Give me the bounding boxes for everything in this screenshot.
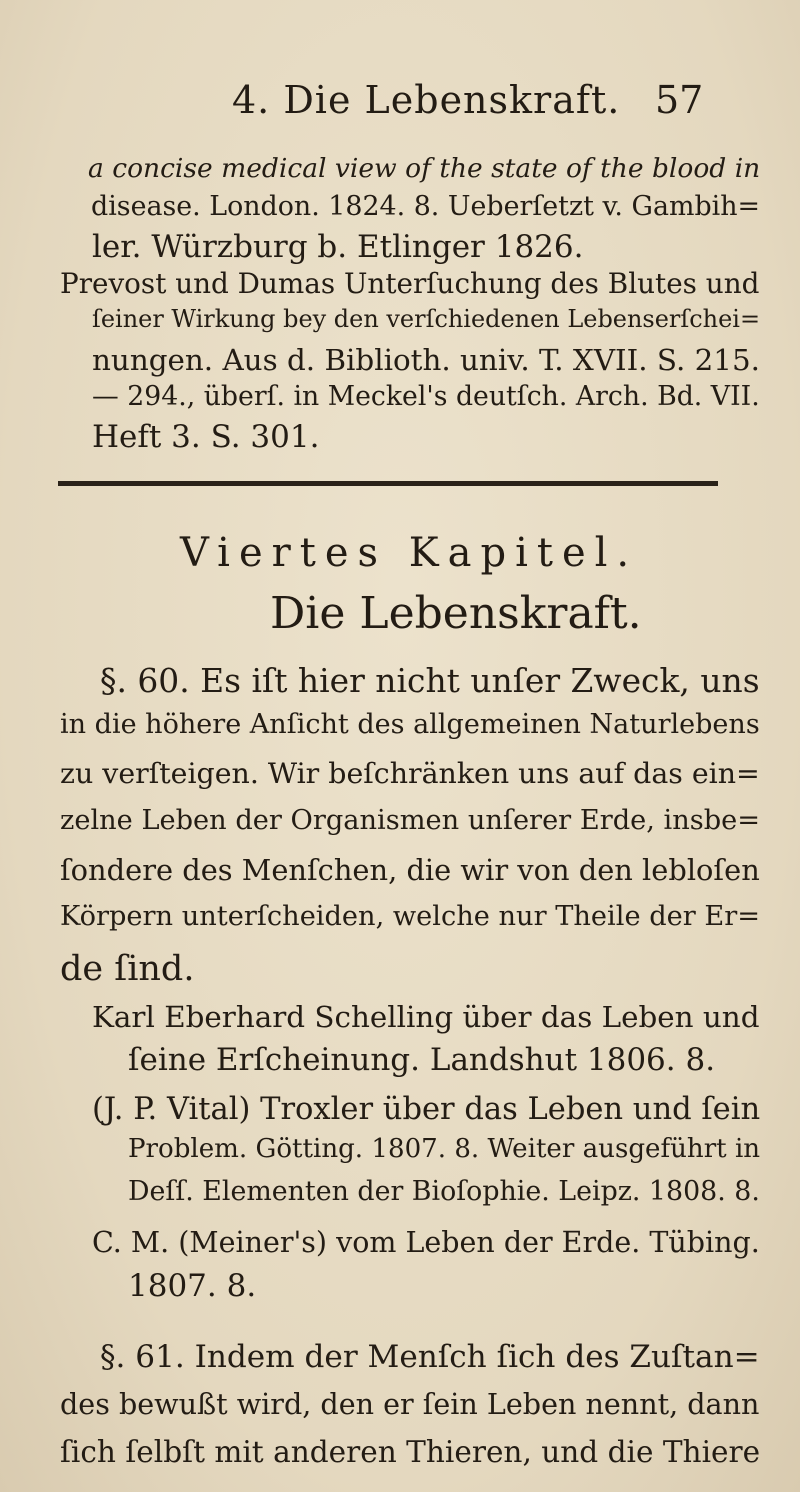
paragraph-line: §. 61. Indem der Menſch ſich des Zuſtan= [100, 1339, 760, 1375]
bibliography-line: a concise medical view of the state of the blood in [88, 153, 761, 184]
paragraph-line: §. 60. Es iſt hier nicht unſer Zweck, uns [100, 661, 760, 700]
page-number: 57 [655, 78, 704, 122]
paragraph-line: de ſind. [60, 949, 195, 989]
bibliography-line: ler. Würzburg b. Etlinger 1826. [92, 229, 584, 265]
running-title: 4. Die Lebenskraft. [232, 78, 621, 122]
bibliography-line: 1807. 8. [128, 1268, 257, 1304]
section-divider-rule [58, 481, 718, 486]
bibliography-line: (J. P. Vital) Troxler über das Leben und ſein [92, 1092, 761, 1127]
bibliography-line: Karl Eberhard Schelling über das Leben und [92, 1000, 760, 1034]
bibliography-line: disease. London. 1824. 8. Ueberſetzt v. Gambih= [91, 191, 761, 222]
paragraph-line: des bewußt wird, den er ſein Leben nennt, dann [60, 1387, 760, 1421]
bibliography-line: ſeine Erſcheinung. Landshut 1806. 8. [128, 1042, 716, 1078]
bibliography-line: ſeiner Wirkung bey den verſchiedenen Lebenserſchei= [92, 305, 761, 333]
bibliography-line: C. M. (Meiner's) vom Leben der Erde. Tübing. [92, 1226, 760, 1259]
paragraph-line: in die höhere Anſicht des allgemeinen Naturlebens [60, 709, 760, 740]
bibliography-line: nungen. Aus d. Biblioth. univ. T. XVII. S. 215. [92, 343, 760, 377]
running-header [0, 78, 800, 128]
paragraph-line: zelne Leben der Organismen unſerer Erde, insbe= [60, 805, 761, 836]
bibliography-line: Heft 3. S. 301. [92, 419, 320, 455]
chapter-subtitle: Die Lebenskraft. [270, 588, 642, 639]
paragraph-line: Körpern unterſcheiden, welche nur Theile der Er= [60, 901, 761, 932]
paragraph-line: ſondere des Menſchen, die wir von den lebloſen [60, 853, 760, 887]
bibliography-line: — 294., überſ. in Meckel's deutſch. Arch. Bd. VII. [92, 381, 760, 412]
bibliography-line: Problem. Götting. 1807. 8. Weiter ausgeführt in [128, 1134, 761, 1164]
bibliography-line: Deſſ. Elementen der Bioſophie. Leipz. 1808. 8. [128, 1176, 760, 1207]
chapter-heading: Viertes Kapitel. [180, 530, 639, 576]
bibliography-line: Prevost und Dumas Unterſuchung des Blutes und [60, 267, 760, 300]
paragraph-line: ſich ſelbſt mit anderen Thieren, und die Thiere [60, 1435, 761, 1469]
paragraph-line: zu verſteigen. Wir beſchränken uns auf das ein= [60, 757, 760, 790]
